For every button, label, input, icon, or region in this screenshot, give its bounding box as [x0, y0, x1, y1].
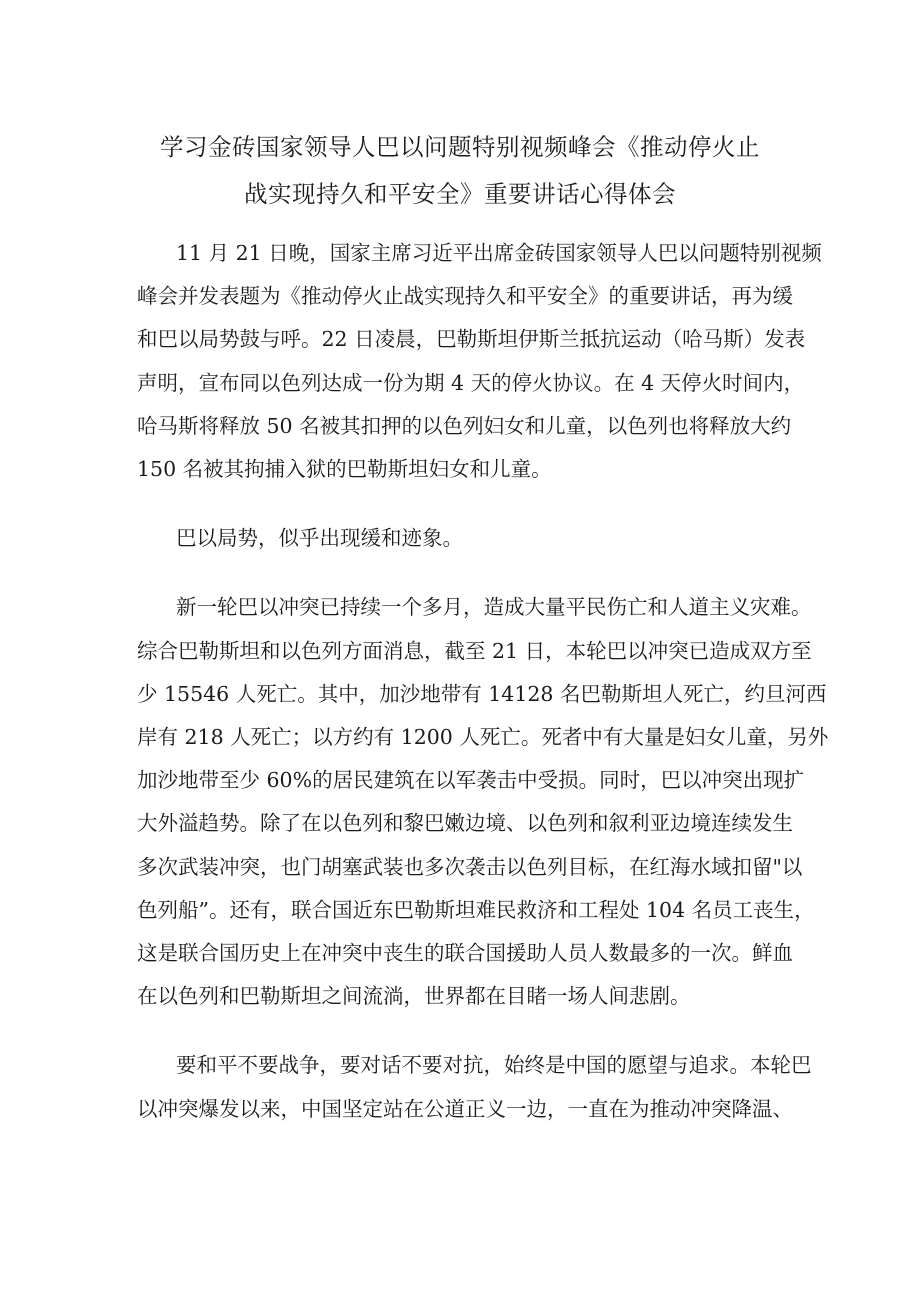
document-body	[137, 232, 829, 1157]
paragraph-line: 综合巴勒斯坦和以色列方面消息，截至 21 日，本轮巴以冲突已造成双方至	[137, 638, 812, 663]
title-line-2: 战实现持久和平安全》重要讲话心得体会	[244, 180, 676, 208]
paragraph-line: 要和平不要战争，要对话不要对抗，始终是中国的愿望与追求。本轮巴	[176, 1053, 812, 1078]
document-title	[120, 124, 800, 218]
paragraph-line: 哈马斯将释放 50 名被其扣押的以色列妇女和儿童，以色列也将释放大约	[137, 413, 792, 438]
paragraph-4	[137, 1044, 812, 1130]
paragraph-line: 声明，宣布同以色列达成一份为期 4 天的停火协议。在 4 天停火时间内，	[137, 370, 805, 395]
paragraph-line: 色列船”。还有，联合国近东巴勒斯坦难民救济和工程处 104 名员工丧生，	[137, 897, 815, 922]
paragraph-line: 少 15546 人死亡。其中，加沙地带有 14128 名巴勒斯坦人死亡，约旦河西	[137, 681, 827, 706]
paragraph-line: 和巴以局势鼓与呼。22 日凌晨，巴勒斯坦伊斯兰抵抗运动（哈马斯）发表	[137, 327, 806, 352]
paragraph-line: 新一轮巴以冲突已持续一个多月，造成大量平民伤亡和人道主义灾难。	[176, 595, 812, 620]
paragraph-line: 多次武装冲突，也门胡塞武装也多次袭击以色列目标，在红海水域扣留"以	[137, 854, 803, 879]
paragraph-line: 这是联合国历史上在冲突中丧生的联合国援助人员人数最多的一次。鲜血	[137, 941, 793, 966]
paragraph-line: 巴以局势，似乎出现缓和迹象。	[176, 526, 463, 551]
paragraph-line: 以冲突爆发以来，中国坚定站在公道正义一边，一直在为推动冲突降温、	[137, 1096, 793, 1121]
paragraph-1	[137, 232, 822, 491]
paragraph-2	[137, 517, 797, 560]
paragraph-line: 岸有 218 人死亡；以方约有 1200 人死亡。死者中有大量是妇女儿童，另外	[137, 725, 829, 750]
paragraph-line: 150 名被其拘捕入狱的巴勒斯坦妇女和儿童。	[137, 457, 552, 482]
title-line-1: 学习金砖国家领导人巴以问题特别视频峰会《推动停火止	[160, 133, 760, 161]
paragraph-3	[137, 586, 829, 1018]
paragraph-line: 加沙地带至少 60%的居民建筑在以军袭击中受损。同时，巴以冲突出现扩	[137, 768, 805, 793]
paragraph-line: 11 月 21 日晚，国家主席习近平出席金砖国家领导人巴以问题特别视频	[176, 241, 822, 265]
paragraph-line: 在以色列和巴勒斯坦之间流淌，世界都在目睹一场人间悲剧。	[137, 984, 691, 1009]
paragraph-line: 峰会并发表题为《推动停火止战实现持久和平安全》的重要讲话，再为缓	[137, 284, 793, 309]
paragraph-line: 大外溢趋势。除了在以色列和黎巴嫩边境、以色列和叙利亚边境连续发生	[137, 811, 793, 836]
